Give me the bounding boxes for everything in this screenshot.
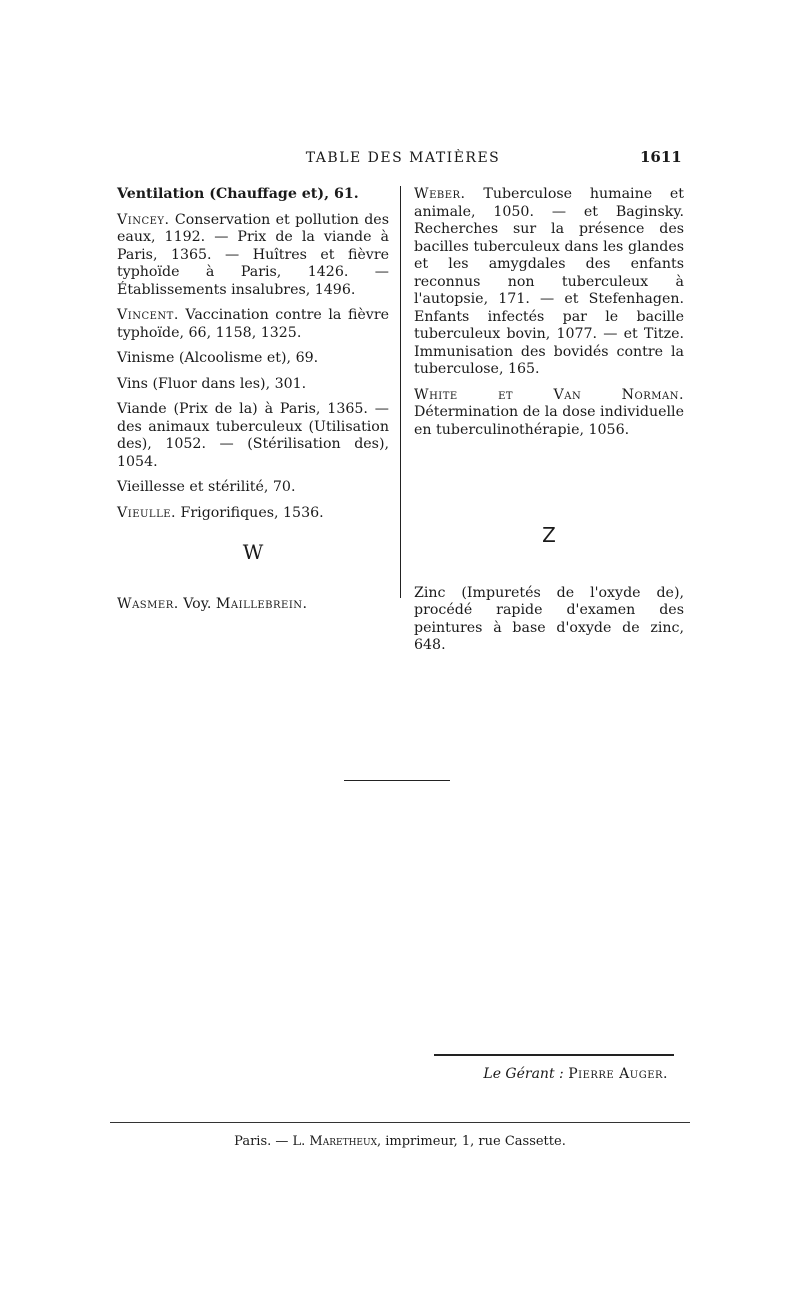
index-entry: Vinisme (Alcoolisme et), 69.: [117, 350, 319, 366]
printer-imprint: Paris. — L. Maretheux, imprimeur, 1, rue Cassette.: [234, 1134, 566, 1149]
imprint-rule: [110, 1122, 690, 1123]
index-entry: Zinc (Impuretés de l'oxyde de), procédé rapide d'examen des peintures à base d'oxyde de zinc, 648.: [414, 584, 684, 653]
index-entry: Wasmer. Voy. Maillebrein.: [117, 595, 308, 612]
right-column: [414, 186, 684, 663]
gerant-name: Pierre Auger.: [568, 1066, 668, 1082]
index-entry: Vieillesse et stérilité, 70.: [117, 479, 296, 495]
index-entry: Vins (Fluor dans les), 301.: [117, 375, 307, 392]
index-entry: Weber. Tuberculose humaine et animale, 1050. — et Baginsky. Recherches sur la présence des bacilles tuberculeux dans les glandes et les amygdales des enfants reconnus non tuberculeux à l'autopsie, 171. — et Stefenhagen. Enfants infectés par le bacille tuberculeux bovin, 1077. — et Titze. Immunisation des bovidés contre la tuberculose, 165.: [414, 186, 684, 377]
gerant-rule: [434, 1054, 674, 1056]
end-rule: [344, 780, 450, 781]
index-entry: Ventilation (Chauffage et), 61.: [117, 186, 359, 202]
column-divider: [400, 186, 401, 598]
left-column: [117, 186, 389, 621]
index-entry: Vincey. Conservation et pollution des eaux, 1192. — Prix de la viande à Paris, 1365. — Huîtres et fièvre typhoïde à Paris, 1426. — Établissements insalubres, 1496.: [117, 211, 389, 298]
index-entry: White et Van Norman. Détermination de la dose individuelle en tuberculinothérapie, 1056.: [414, 386, 684, 438]
page-number: 1611: [640, 148, 682, 166]
gerant-line: [434, 1066, 668, 1082]
index-entry: Vincent. Vaccination contre la fièvre typhoïde, 66, 1158, 1325.: [117, 307, 389, 341]
gerant-label: Le Gérant :: [483, 1066, 564, 1082]
index-entry: Vieulle. Frigorifiques, 1536.: [117, 504, 324, 521]
section-letter-z: Z: [542, 523, 556, 547]
index-entry: Viande (Prix de la) à Paris, 1365. — des animaux tuberculeux (Utilisation des), 1052. — (Stérilisation des), 1054.: [117, 401, 389, 470]
section-letter-w: W: [242, 540, 264, 564]
running-head-title: TABLE DES MATIÈRES: [305, 150, 501, 166]
